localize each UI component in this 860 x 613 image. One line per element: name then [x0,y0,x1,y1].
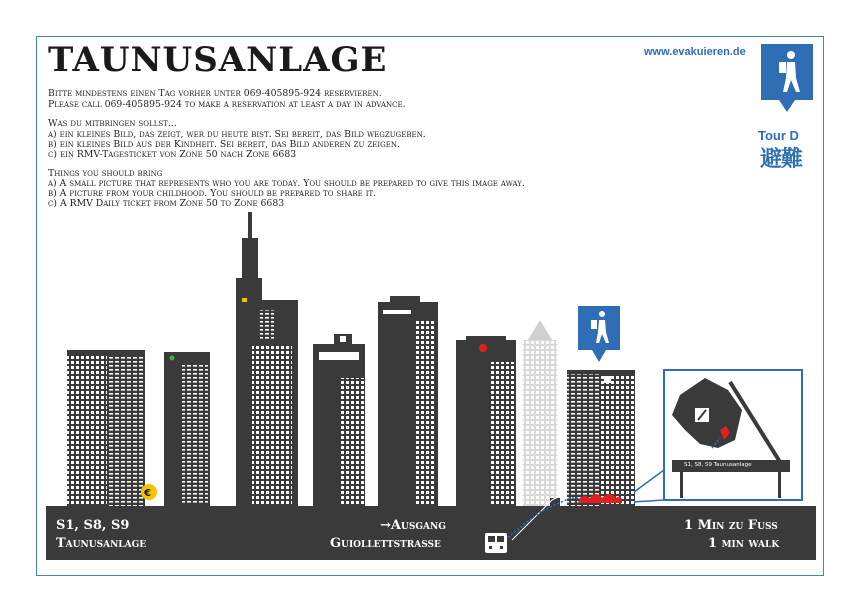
station-name: Taunusanlage [56,536,147,551]
building-4 [313,334,365,508]
brand-name: Tour D [758,128,799,143]
walk-de: 1 Min zu Fuss [684,518,778,533]
bring-de-heading: Was du mitbringen sollst... [48,118,177,129]
page-title: TAUNUSANLAGE [48,40,388,80]
walk-en: 1 min walk [708,536,780,551]
svg-text:€: € [144,488,151,499]
hiker-pin-icon [761,44,813,112]
bring-de-a: a) ein kleines Bild, das zeigt, wer du heute bist. Sei bereit, das Bild wegzugeben. [48,129,426,140]
building-2 [164,352,210,507]
building-5 [378,296,438,508]
inset-label: S1, S8, S9 Taunusanlage [684,462,752,468]
exit-street: Guiollettstrasse [330,536,441,551]
building-3 [236,212,298,508]
exit-label: →Ausgang [380,518,446,533]
train-icon [485,533,507,553]
building-7 [523,320,557,508]
website-link[interactable]: www.evakuieren.de [644,46,746,58]
inset-map [634,370,802,502]
building-1 [67,350,145,507]
building-8 [567,370,635,508]
destination-pin-icon [578,306,620,362]
bring-en-c: c) A RMV Daily ticket from Zone 50 to Zone 6683 [48,198,285,209]
bring-de-b: b) ein kleines Bild aus der Kindheit. Sei bereit, das Bild anderen zu zeigen. [48,139,400,150]
bring-en-a: a) A small picture that represents who you are today. You should be prepared to give this image away. [48,178,525,189]
bring-de-c: c) ein RMV-Tagesticket von Zone 50 nach Zone 6683 [48,149,297,160]
reserve-en: Please call 069-405895-924 to make a reservation at least a day in advance. [48,99,406,110]
building-6 [456,336,516,508]
reserve-de: Bitte mindestens einen Tag vorher unter 069-405895-924 reservieren. [48,88,382,99]
brand-cjk: 避難 [760,147,803,172]
bring-en-b: b) A picture from your childhood. You should be prepared to share it. [48,188,377,199]
station-lines: S1, S8, S9 [56,518,130,533]
station-band [46,509,816,560]
euro-sign-icon [141,484,157,500]
bring-en-heading: Things you should bring [48,168,163,179]
